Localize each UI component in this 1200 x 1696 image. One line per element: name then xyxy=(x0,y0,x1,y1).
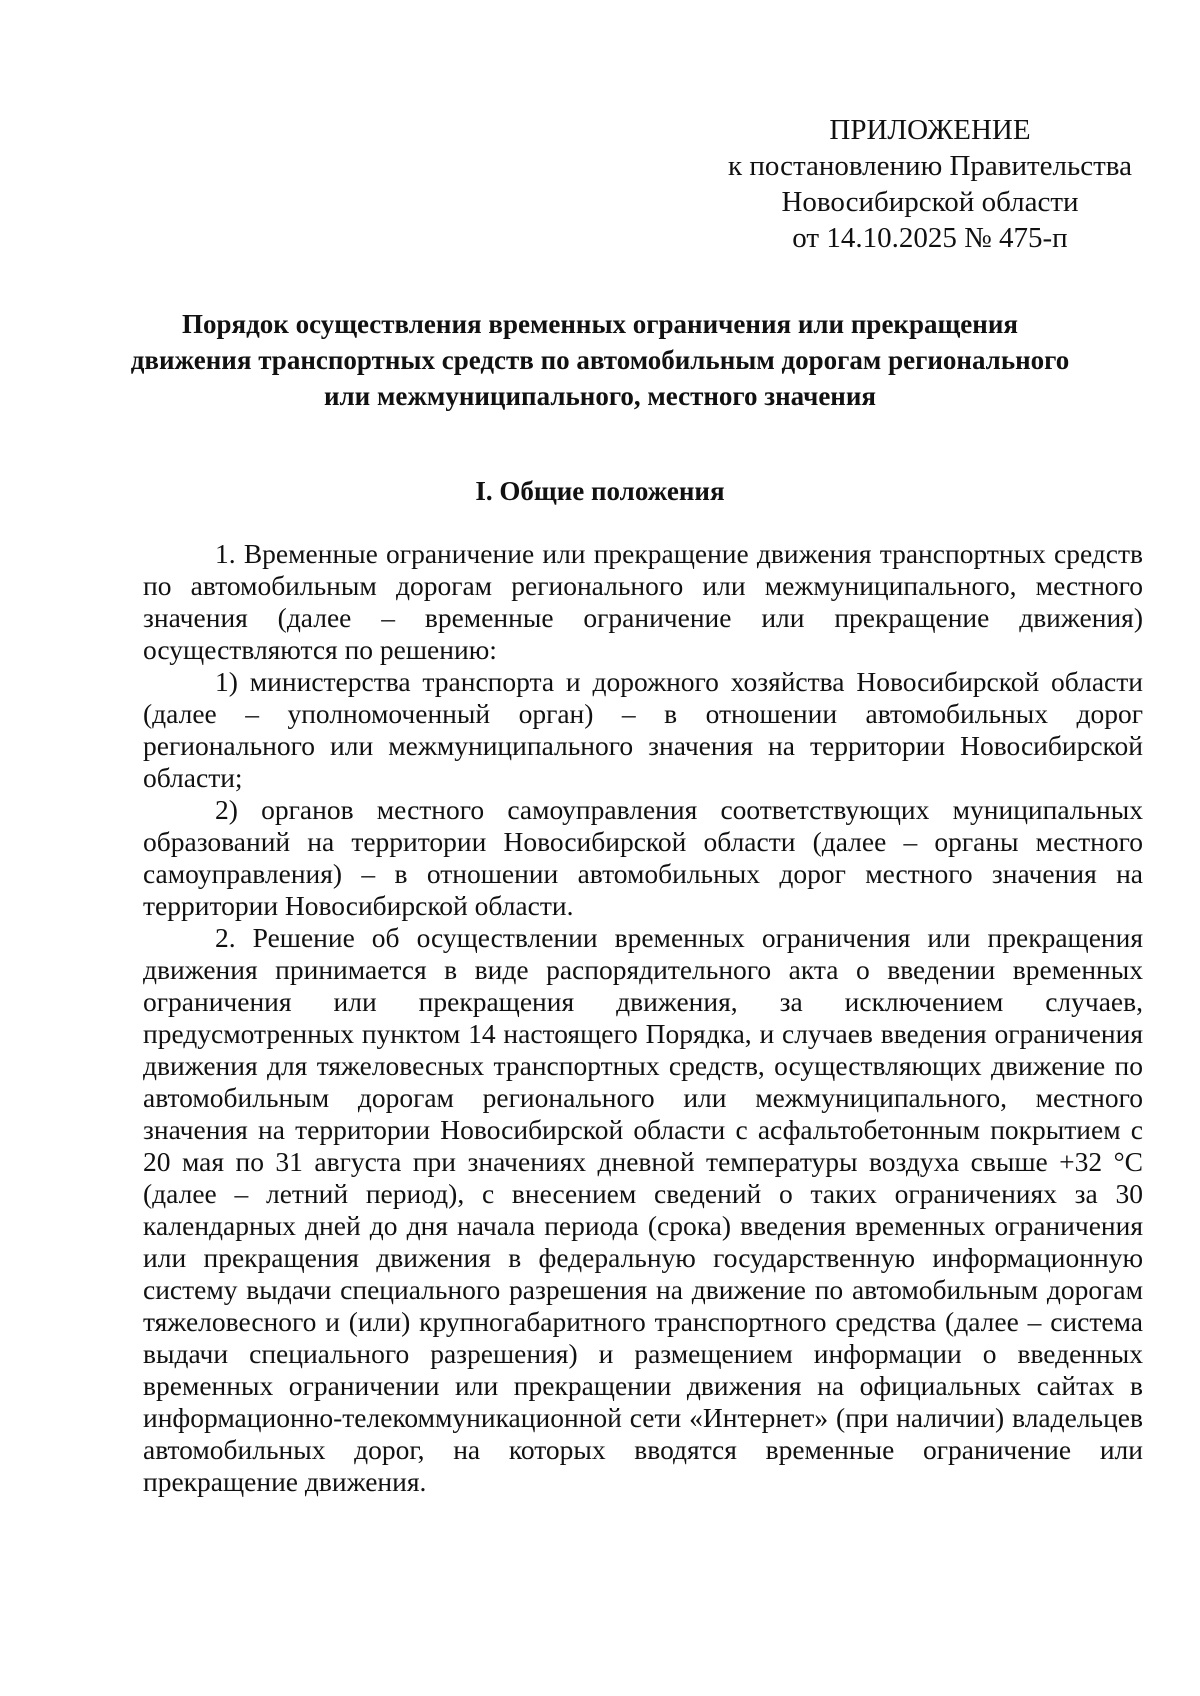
appendix-block xyxy=(700,112,1160,256)
paragraph-1-item-2: 2) органов местного самоуправления соответствующих муниципальных образований на территории Новосибирской области (далее – органы местного самоуправления) – в отношении автомобильных дорог местного значения на территории Новосибирской области. xyxy=(143,794,1143,921)
appendix-resolution-ref: к постановлению Правительства xyxy=(728,150,1132,182)
paragraph-1-item-1: 1) министерства транспорта и дорожного хозяйства Новосибирской области (далее – уполномоченный орган) – в отношении автомобильных дорог регионального или межмуниципального значения на территории Новосибирской области; xyxy=(143,666,1143,793)
section-heading: I. Общие положения xyxy=(475,476,725,506)
title-line-2: движения транспортных средств по автомобильным дорогам регионального xyxy=(130,345,1070,375)
appendix-date-number: от 14.10.2025 № 475-п xyxy=(792,222,1068,254)
document-title xyxy=(130,306,1070,414)
title-line-3: или межмуниципального, местного значения xyxy=(323,381,877,411)
document-body xyxy=(143,538,1143,1498)
paragraph-2: 2. Решение об осуществлении временных ограничения или прекращения движения принимается в виде распорядительного акта о введении временных ограничения или прекращения движения, за исключением случаев, предусмотренных пунктом 14 настоящего Порядка, и случаев введения ограничения движения для тяжеловесных транспортных средств, осуществляющих движение по автомобильным дорогам регионального или межмуниципального, местного значения на территории Новосибирской области с асфальтобетонным покрытием с 20 мая по 31 августа при значениях дневной температуры воздуха свыше +32 °C (далее – летний период), с внесением сведений о таких ограничениях за 30 календарных дней до дня начала периода (срока) введения временных ограничения или прекращения движения в федеральную государственную информационную систему выдачи специального разрешения на движение по автомобильным дорогам тяжеловесного и (или) крупногабаритного транспортного средства (далее – система выдачи специального разрешения) и размещением информации о введенных временных ограничении или прекращении движения на официальных сайтах в информационно-телекоммуникационной сети «Интернет» (при наличии) владельцев автомобильных дорог, на которых вводятся временные ограничение или прекращение движения. xyxy=(143,922,1143,1497)
appendix-label: ПРИЛОЖЕНИЕ xyxy=(829,114,1031,146)
paragraph-1: 1. Временные ограничение или прекращение движения транспортных средств по автомобильным дорогам регионального или межмуниципального, местного значения (далее – временные ограничение или прекращение движения) осуществляются по решению: xyxy=(143,538,1143,665)
appendix-region: Новосибирской области xyxy=(781,186,1079,218)
title-line-1: Порядок осуществления временных ограничения или прекращения xyxy=(181,309,1018,339)
